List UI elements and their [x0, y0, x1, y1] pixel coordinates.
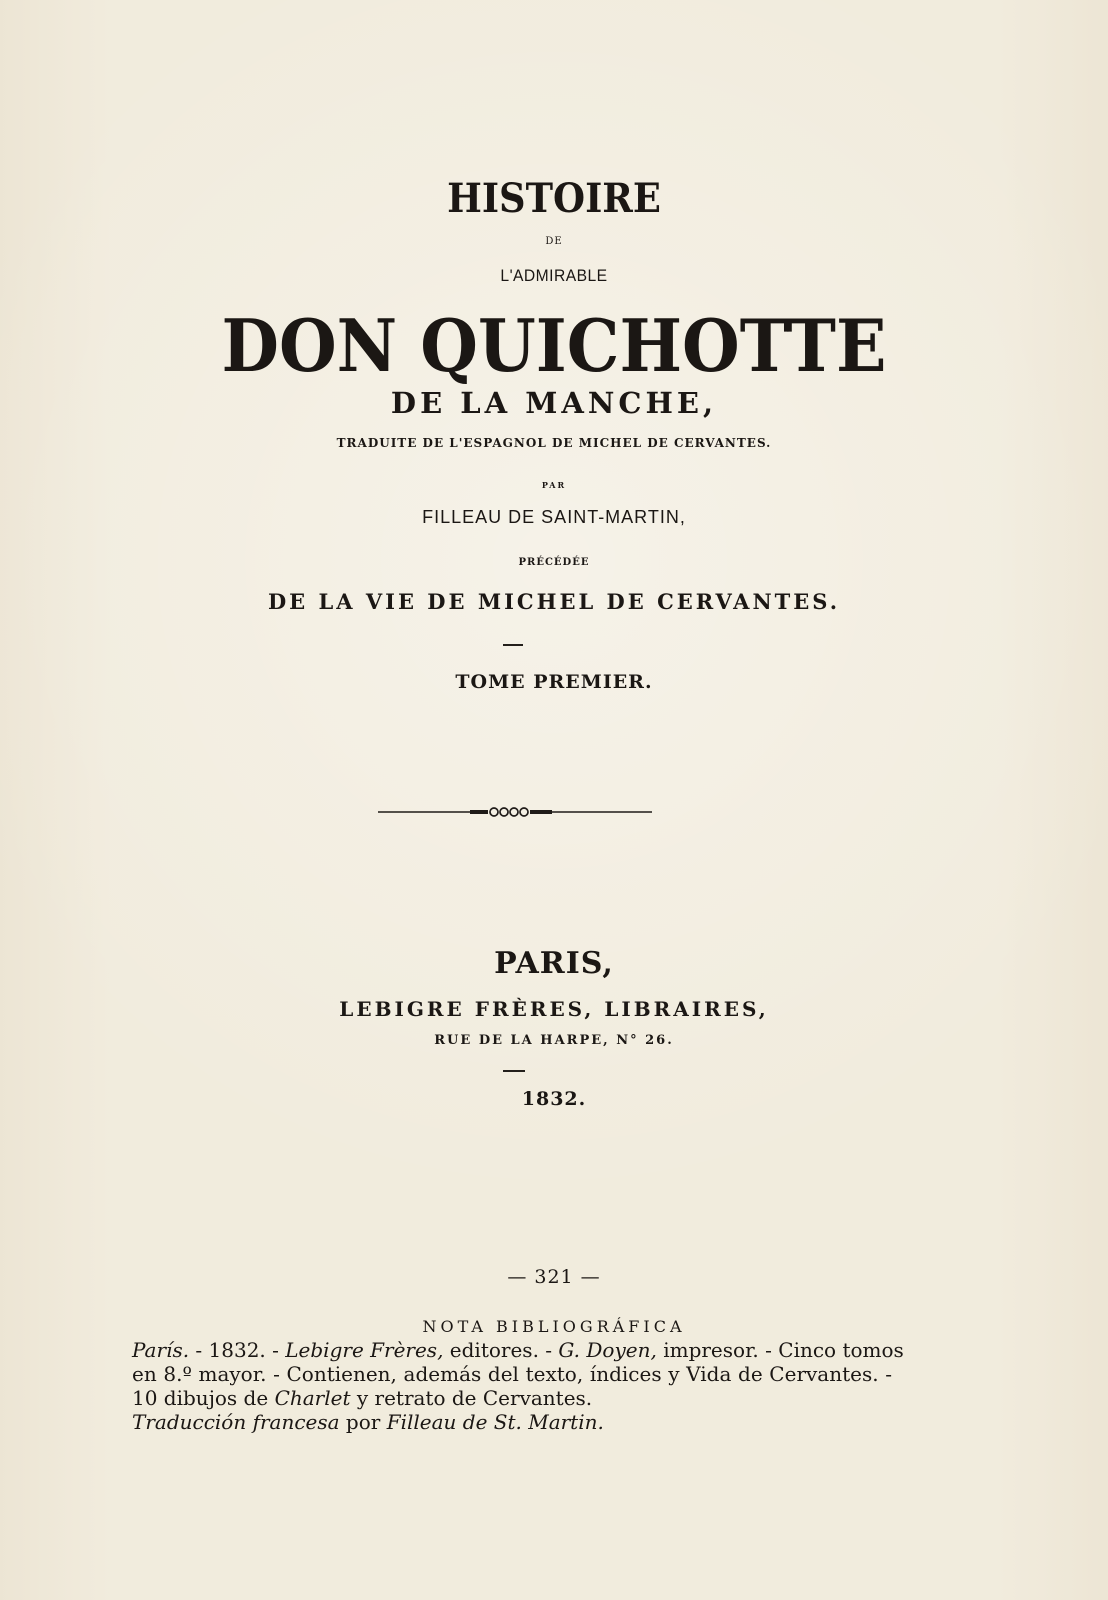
note-separator-3: impresor. - Cinco tomos [656, 1338, 904, 1362]
bibliographic-note-title: NOTA BIBLIOGRÁFICA [422, 1317, 686, 1336]
main-title: DON QUICHOTTE [221, 303, 887, 388]
life-line: DE LA VIE DE MICHEL DE CERVANTES. [267, 589, 841, 614]
small-dash [503, 1070, 525, 1072]
translator-line: FILLEAU DE SAINT-MARTIN, [422, 507, 686, 527]
note-line-1 [132, 1338, 904, 1362]
par-line: PAR [541, 480, 567, 490]
translation-line: TRADUITE DE L'ESPAGNOL DE MICHEL DE CERVANTES. [336, 436, 772, 450]
note-separator-2: editores. - [443, 1338, 559, 1362]
note-artist-prefix: 10 dibujos de [132, 1386, 275, 1410]
note-separator-1: - 1832. - [189, 1338, 286, 1362]
note-printer: G. Doyen, [558, 1338, 657, 1362]
note-publisher: Lebigre Frères, [285, 1338, 444, 1362]
note-line-3 [132, 1386, 892, 1410]
preceded-line: PRÉCÉDÉE [518, 557, 590, 568]
note-translator: Filleau de St. Martin. [386, 1410, 604, 1434]
publisher-line: LEBIGRE FRÈRES, LIBRAIRES, [339, 997, 769, 1021]
title-line-manche: DE LA MANCHE, [390, 386, 718, 420]
note-artist-suffix: y retrato de Cervantes. [350, 1386, 593, 1410]
title-line-admirable: L'ADMIRABLE [500, 266, 608, 285]
note-artist: Charlet [274, 1386, 351, 1410]
note-translation: Traducción francesa [132, 1410, 340, 1434]
address-line: RUE DE LA HARPE, N° 26. [434, 1033, 674, 1048]
title-line-histoire: HISTOIRE [447, 175, 661, 222]
note-line-4 [132, 1410, 892, 1434]
note-line-2: en 8.º mayor. - Contienen, además del texto, índices y Vida de Cervantes. - [132, 1362, 892, 1386]
city-line: PARIS, [494, 946, 614, 981]
short-rule [503, 644, 523, 646]
decorative-rule-ornament-icon [378, 806, 652, 818]
bibliographic-note [132, 1338, 904, 1434]
note-translation-by: por [339, 1410, 387, 1434]
year-line: 1832. [521, 1088, 587, 1110]
page-number: — 321 — [507, 1266, 601, 1288]
note-place: París. [132, 1338, 190, 1362]
volume-line: TOME PREMIER. [455, 671, 653, 693]
title-line-de: DE [545, 236, 563, 247]
